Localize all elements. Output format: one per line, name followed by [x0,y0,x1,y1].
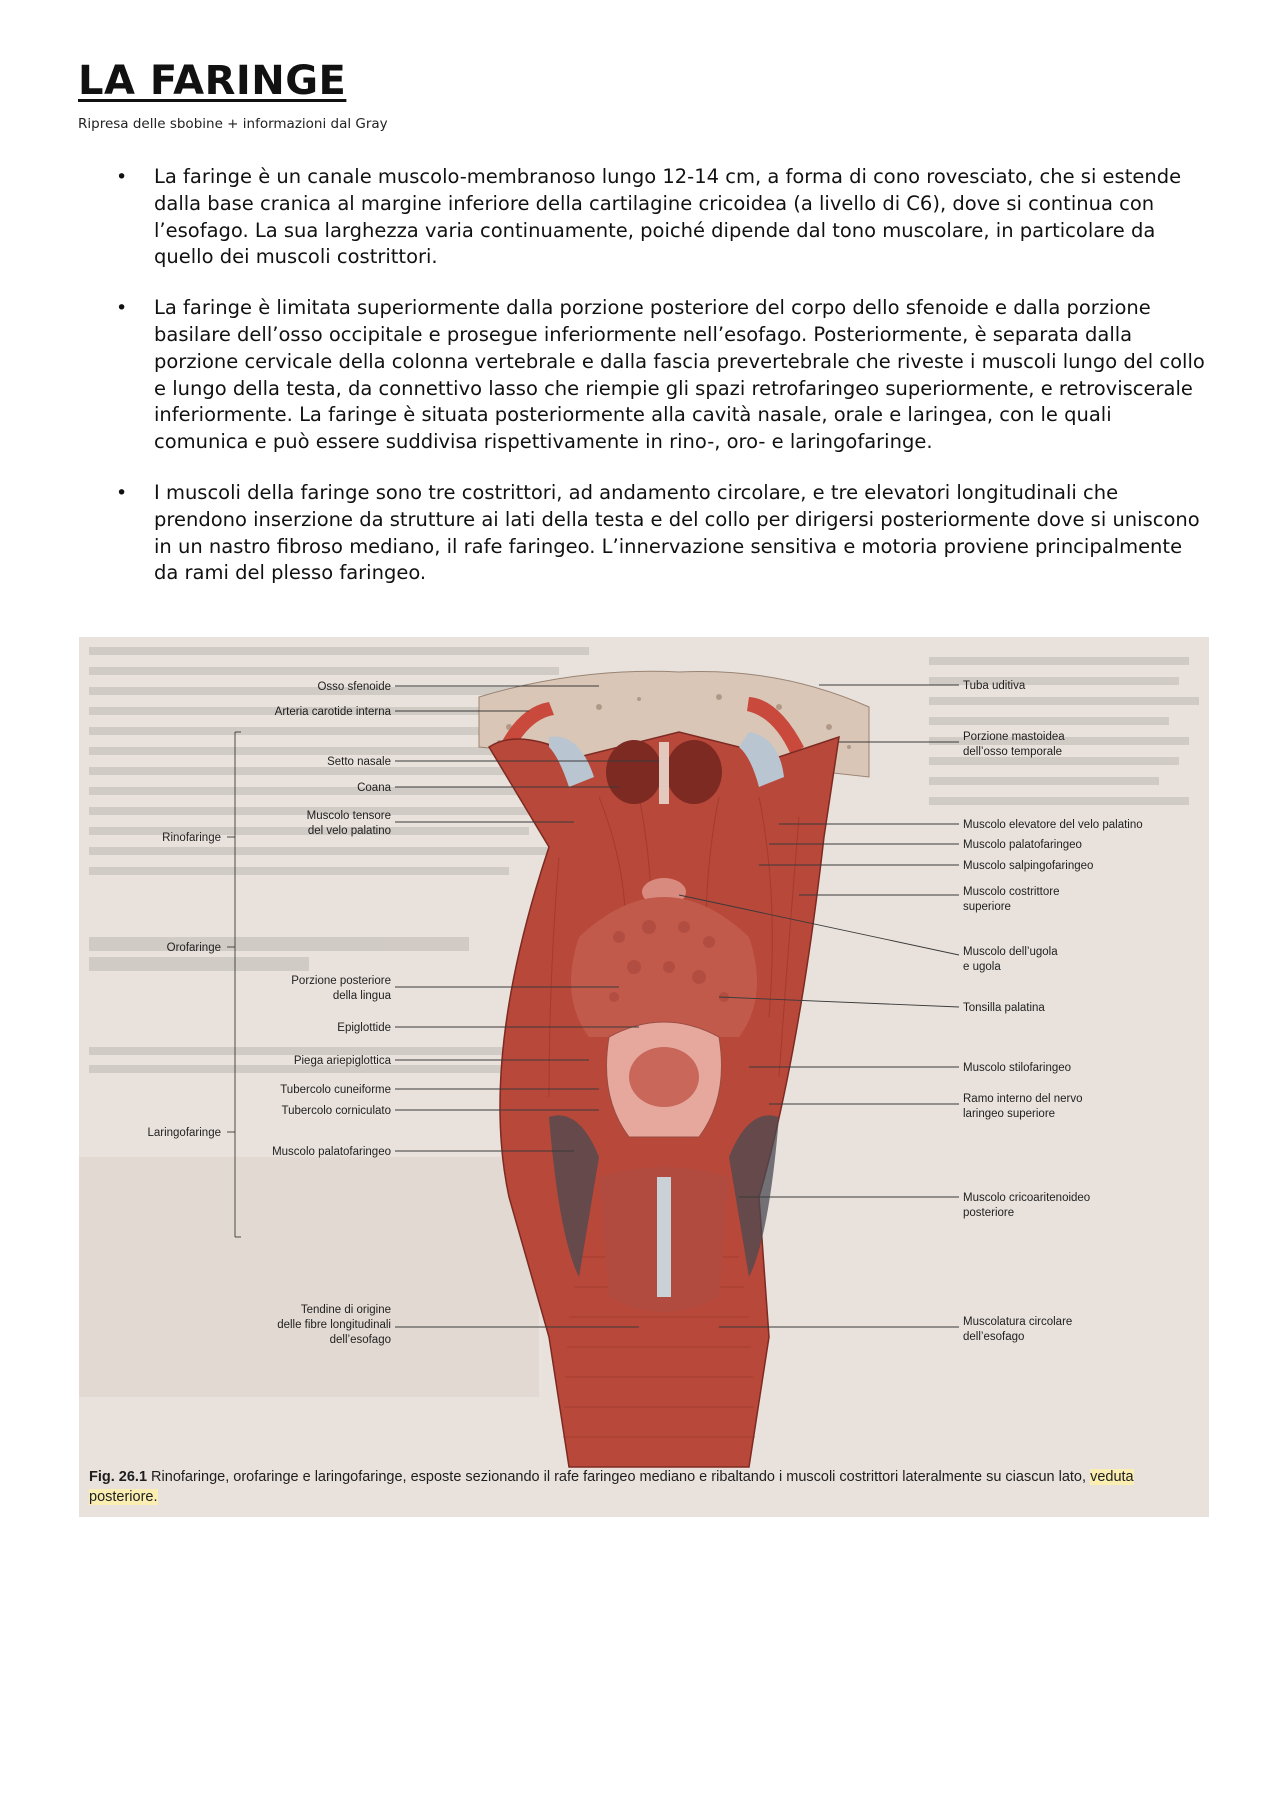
label-palatofaringeo-right: Muscolo palatofaringeo [963,839,1082,851]
label-piega-ariepiglottica: Piega ariepiglottica [293,1055,391,1067]
label-tensore-2: del velo palatino [307,825,391,837]
bullet-item [78,480,1208,587]
caption-highlight: veduta posteriore. [89,1469,1134,1505]
label-salpingofaringeo: Muscolo salpingofaringeo [963,860,1094,872]
label-orofaringe: Orofaringe [166,942,221,954]
label-cricoaritenoideo-2: posteriore [963,1207,1015,1219]
label-mastoidea-2: dell’osso temporale [963,746,1063,758]
choana-left [606,740,662,804]
bullet-icon: • [116,481,128,504]
label-tuba-uditiva: Tuba uditiva [963,680,1026,692]
bullet-list [78,164,1208,611]
bullet-text: I muscoli della faringe sono tre costrittori, ad andamento circolare, e tre elevatori longitudinali che prendono inserzione da strutture ai lati della testa e del collo per dirigersi posteriormente dove si uniscono in un nastro fibroso mediano, il rafe faringeo. L’innervazione sensitiva e motoria proviene principalmente da rami del plesso faringeo. [154,480,1200,585]
label-tendine-3: dell’esofago [329,1334,391,1346]
bullet-icon: • [116,297,128,320]
nasal-septum [659,742,669,804]
label-costrittore-2: superiore [963,901,1011,913]
label-ugola-1: Muscolo dell’ugola [963,946,1058,958]
label-epiglottide: Epiglottide [337,1022,391,1034]
label-tendine-1: Tendine di origine [300,1304,391,1316]
document-subtitle: Ripresa delle sbobine + informazioni dal Gray [78,116,388,132]
label-coana: Coana [357,782,391,794]
label-mastoidea-1: Porzione mastoidea [963,731,1065,743]
choana-right [666,740,722,804]
label-elevatore: Muscolo elevatore del velo palatino [963,819,1143,831]
label-setto-nasale: Setto nasale [327,756,391,768]
label-rinofaringe: Rinofaringe [162,832,221,844]
label-palatofaringeo-left: Muscolo palatofaringeo [272,1146,391,1158]
cricoid-ridge [657,1177,671,1297]
label-porzione-lingua-1: Porzione posteriore [291,975,391,987]
label-tonsilla-palatina: Tonsilla palatina [963,1002,1045,1014]
label-tubercolo-corniculato: Tubercolo corniculato [281,1105,391,1117]
label-tendine-2: delle fibre longitudinali [277,1319,391,1331]
anatomy-figure [79,637,1209,1517]
label-stilofaringeo: Muscolo stilofaringeo [963,1062,1072,1074]
background-panel [79,1157,539,1397]
bullet-item [78,295,1208,456]
label-tensore-1: Muscolo tensore [306,810,391,822]
pharynx-illustration [79,637,1209,1517]
figure-caption [89,1467,1199,1507]
label-ugola-2: e ugola [963,961,1001,973]
label-ramo-1: Ramo interno del nervo [963,1093,1083,1105]
caption-label: Fig. 26.1 [89,1469,148,1485]
bullet-text: La faringe è limitata superiormente dalla porzione posteriore del corpo dello sfenoide e dalla porzione basilare dell’osso occipitale e prosegue inferiormente nell’esofago. Posteriormente, è separata dalla porzione cervicale della colonna vertebrale e dalla fascia prevertebrale che riveste i muscoli lungo del collo e lungo della testa, da connettivo lasso che riempie gli spazi retrofaringeo superiormente, e retroviscerale inferiormente. La faringe è situata posteriormente alla cavità nasale, orale e laringea, con le quali comunica e può essere suddivisa rispettivamente in rino-, oro- e laringofaringe. [154,296,1205,454]
label-laringofaringe: Laringofaringe [147,1127,221,1139]
bullet-text: La faringe è un canale muscolo-membranoso lungo 12-14 cm, a forma di cono rovesciato, che si estende dalla base cranica al margine inferiore della cartilagine cricoidea (a livello di C6), dove si continua con l’esofago. La sua larghezza varia continuamente, poiché dipende dal tono muscolare, in particolare da quello dei muscoli costrittori. [154,165,1182,269]
label-porzione-lingua-2: della lingua [332,990,391,1002]
label-cricoaritenoideo-1: Muscolo cricoaritenoideo [963,1192,1091,1204]
label-circolare-1: Muscolatura circolare [963,1316,1073,1328]
label-costrittore-1: Muscolo costrittore [963,886,1060,898]
bullet-item [78,164,1208,271]
label-arteria-carotide: Arteria carotide interna [274,706,391,718]
bullet-icon: • [116,166,128,188]
label-osso-sfenoide: Osso sfenoide [317,681,391,693]
label-tubercolo-cuneiforme: Tubercolo cuneiforme [280,1084,391,1096]
label-ramo-2: laringeo superiore [963,1108,1056,1120]
label-circolare-2: dell’esofago [963,1331,1025,1343]
laryngeal-inlet [629,1047,699,1107]
caption-text: Rinofaringe, orofaringe e laringofaringe, esposte sezionando il rafe faringeo mediano e ribaltando i muscoli costrittori lateralmente su ciascun lato, [147,1469,1091,1485]
document-title: LA FARINGE [78,58,347,104]
